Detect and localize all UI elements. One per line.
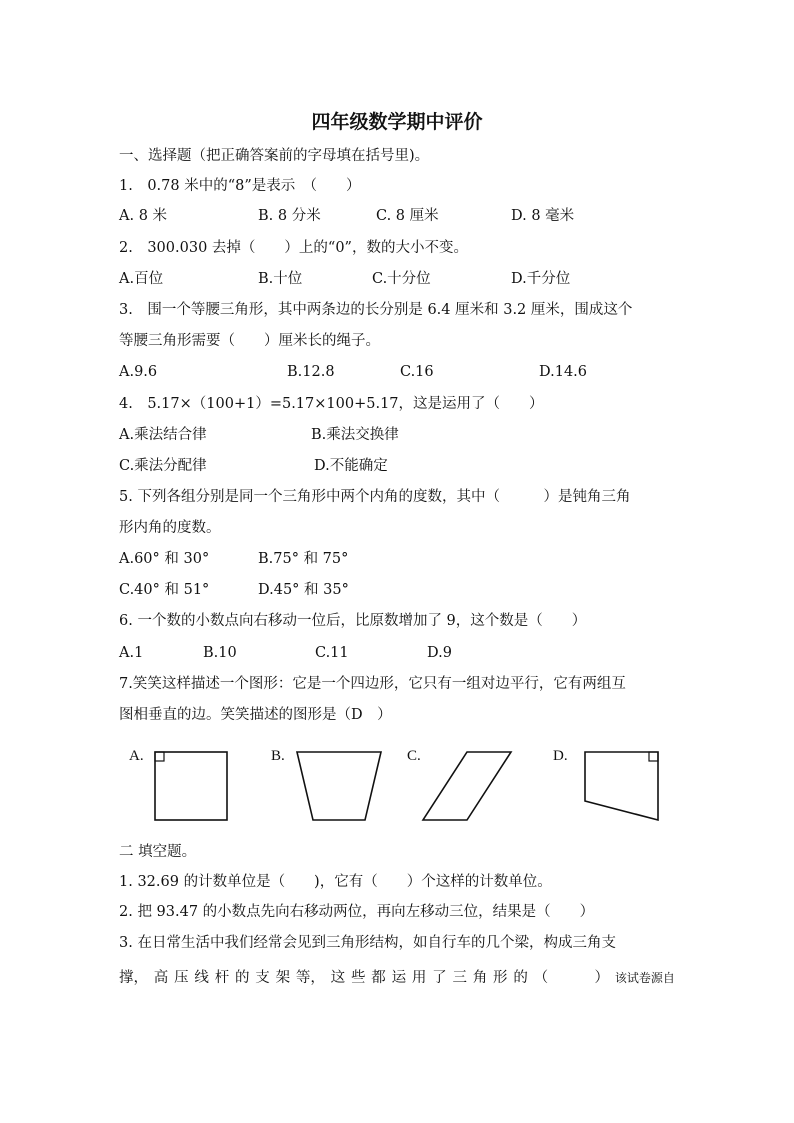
question-7-line2: 图相垂直的边。笑笑描述的图形是（D ） [119,707,392,723]
q6-option-d: D.9 [427,645,452,661]
q2-option-c: C.十分位 [372,271,431,287]
section2-heading: 二 填空题。 [119,844,197,860]
text-word: 高 [153,970,169,986]
text-word: 杆 [214,970,230,986]
q2-option-a: A.百位 [119,271,164,287]
text-word: 都 [371,970,386,986]
q6-option-b: B.10 [203,645,237,661]
fill-question-3-line1: 3. 在日常生活中我们经常会见到三角形结构，如自行车的几个梁，构成三角支 [119,935,616,951]
q2-option-d: D.千分位 [511,271,571,287]
text-word: 该试卷源自 [614,971,675,985]
page-title: 四年级数学期中评价 [311,111,483,133]
q4-option-b: B.乘法交换律 [311,427,399,443]
section1-heading: 一、选择题（把正确答案前的字母填在括号里)。 [119,148,430,164]
text-word: 运 [391,970,407,986]
q1-option-d: D. 8 毫米 [511,208,575,224]
figure-a-label: A. [129,748,144,764]
q3-option-b: B.12.8 [287,364,335,380]
text-word [554,968,569,988]
q5-option-a: A.60° 和 30° [119,551,210,567]
q3-option-d: D.14.6 [539,364,588,380]
text-word: 这 [330,970,346,986]
question-2: 2. 300.030 去掉（ ）上的“0”，数的大小不变。 [119,240,468,256]
figure-c-parallelogram [415,748,515,822]
text-word: 压 [174,970,189,986]
text-word: 三 [452,970,467,986]
q1-option-c: C. 8 厘米 [376,208,439,224]
q5-option-d: D.45° 和 35° [258,582,349,598]
text-word: 线 [194,970,209,986]
q6-option-a: A.1 [119,645,144,661]
question-5-line1: 5. 下列各组分别是同一个三角形中两个内角的度数，其中（ ）是钝角三角 [119,489,631,505]
text-word: （ [533,970,549,986]
fill-question-1: 1. 32.69 的计数单位是（ )，它有（ ）个这样的计数单位。 [119,874,552,890]
figure-b-trapezoid [293,748,385,822]
q5-option-c: C.40° 和 51° [119,582,210,598]
question-6: 6. 一个数的小数点向右移动一位后，比原数增加了 9，这个数是（ ） [119,613,587,629]
q1-option-a: A. 8 米 [119,208,168,224]
q4-option-a: A.乘法结合律 [119,427,207,443]
q6-option-c: C.11 [315,645,349,661]
text-word: 等， [295,970,325,986]
question-1: 1. 0.78 米中的“8”是表示 （ ） [119,178,361,194]
text-word: 角 [472,970,488,986]
question-5-line2: 形内角的度数。 [119,520,221,536]
q4-option-d: D.不能确定 [314,458,388,474]
fill-question-2: 2. 把 93.47 的小数点先向右移动两位，再向左移动三位，结果是（ ） [119,904,595,920]
figure-a-rectangle [150,748,230,822]
figure-b-label: B. [271,748,285,764]
fill-question-3-line2 [119,968,675,988]
question-4: 4. 5.17×（100+1）=5.17×100+5.17，这是运用了（ ） [119,396,544,412]
text-word: 形 [493,970,508,986]
figure-d-right-trapezoid [580,748,662,822]
text-word: 了 [432,970,447,986]
text-word: 的 [234,970,250,986]
text-word: 用 [411,970,427,986]
q5-option-b: B.75° 和 75° [258,551,349,567]
text-word: 的 [513,970,528,986]
question-7-line1: 7.笑笑这样描述一个图形：它是一个四边形，它只有一组对边平行，它有两组互 [119,676,626,692]
text-word: 些 [350,970,366,986]
text-word [574,968,589,988]
right-angle-mark [155,752,164,761]
q1-option-b: B. 8 分米 [258,208,321,224]
question-3-line2: 等腰三角形需要（ ）厘米长的绳子。 [119,333,380,349]
text-word: 支 [255,970,270,986]
right-angle-mark [649,752,658,761]
text-word: 撑， [119,970,148,986]
q2-option-b: B.十位 [258,271,303,287]
q3-option-a: A.9.6 [119,364,158,380]
question-3-line1: 3. 围一个等腰三角形，其中两条边的长分别是 6.4 厘米和 3.2 厘米，围成这个 [119,302,633,318]
q3-option-c: C.16 [400,364,434,380]
text-word: ） [594,970,610,986]
figure-d-label: D. [553,748,568,764]
q4-option-c: C.乘法分配律 [119,458,207,474]
figure-c-label: C. [407,748,421,764]
text-word: 架 [275,970,291,986]
